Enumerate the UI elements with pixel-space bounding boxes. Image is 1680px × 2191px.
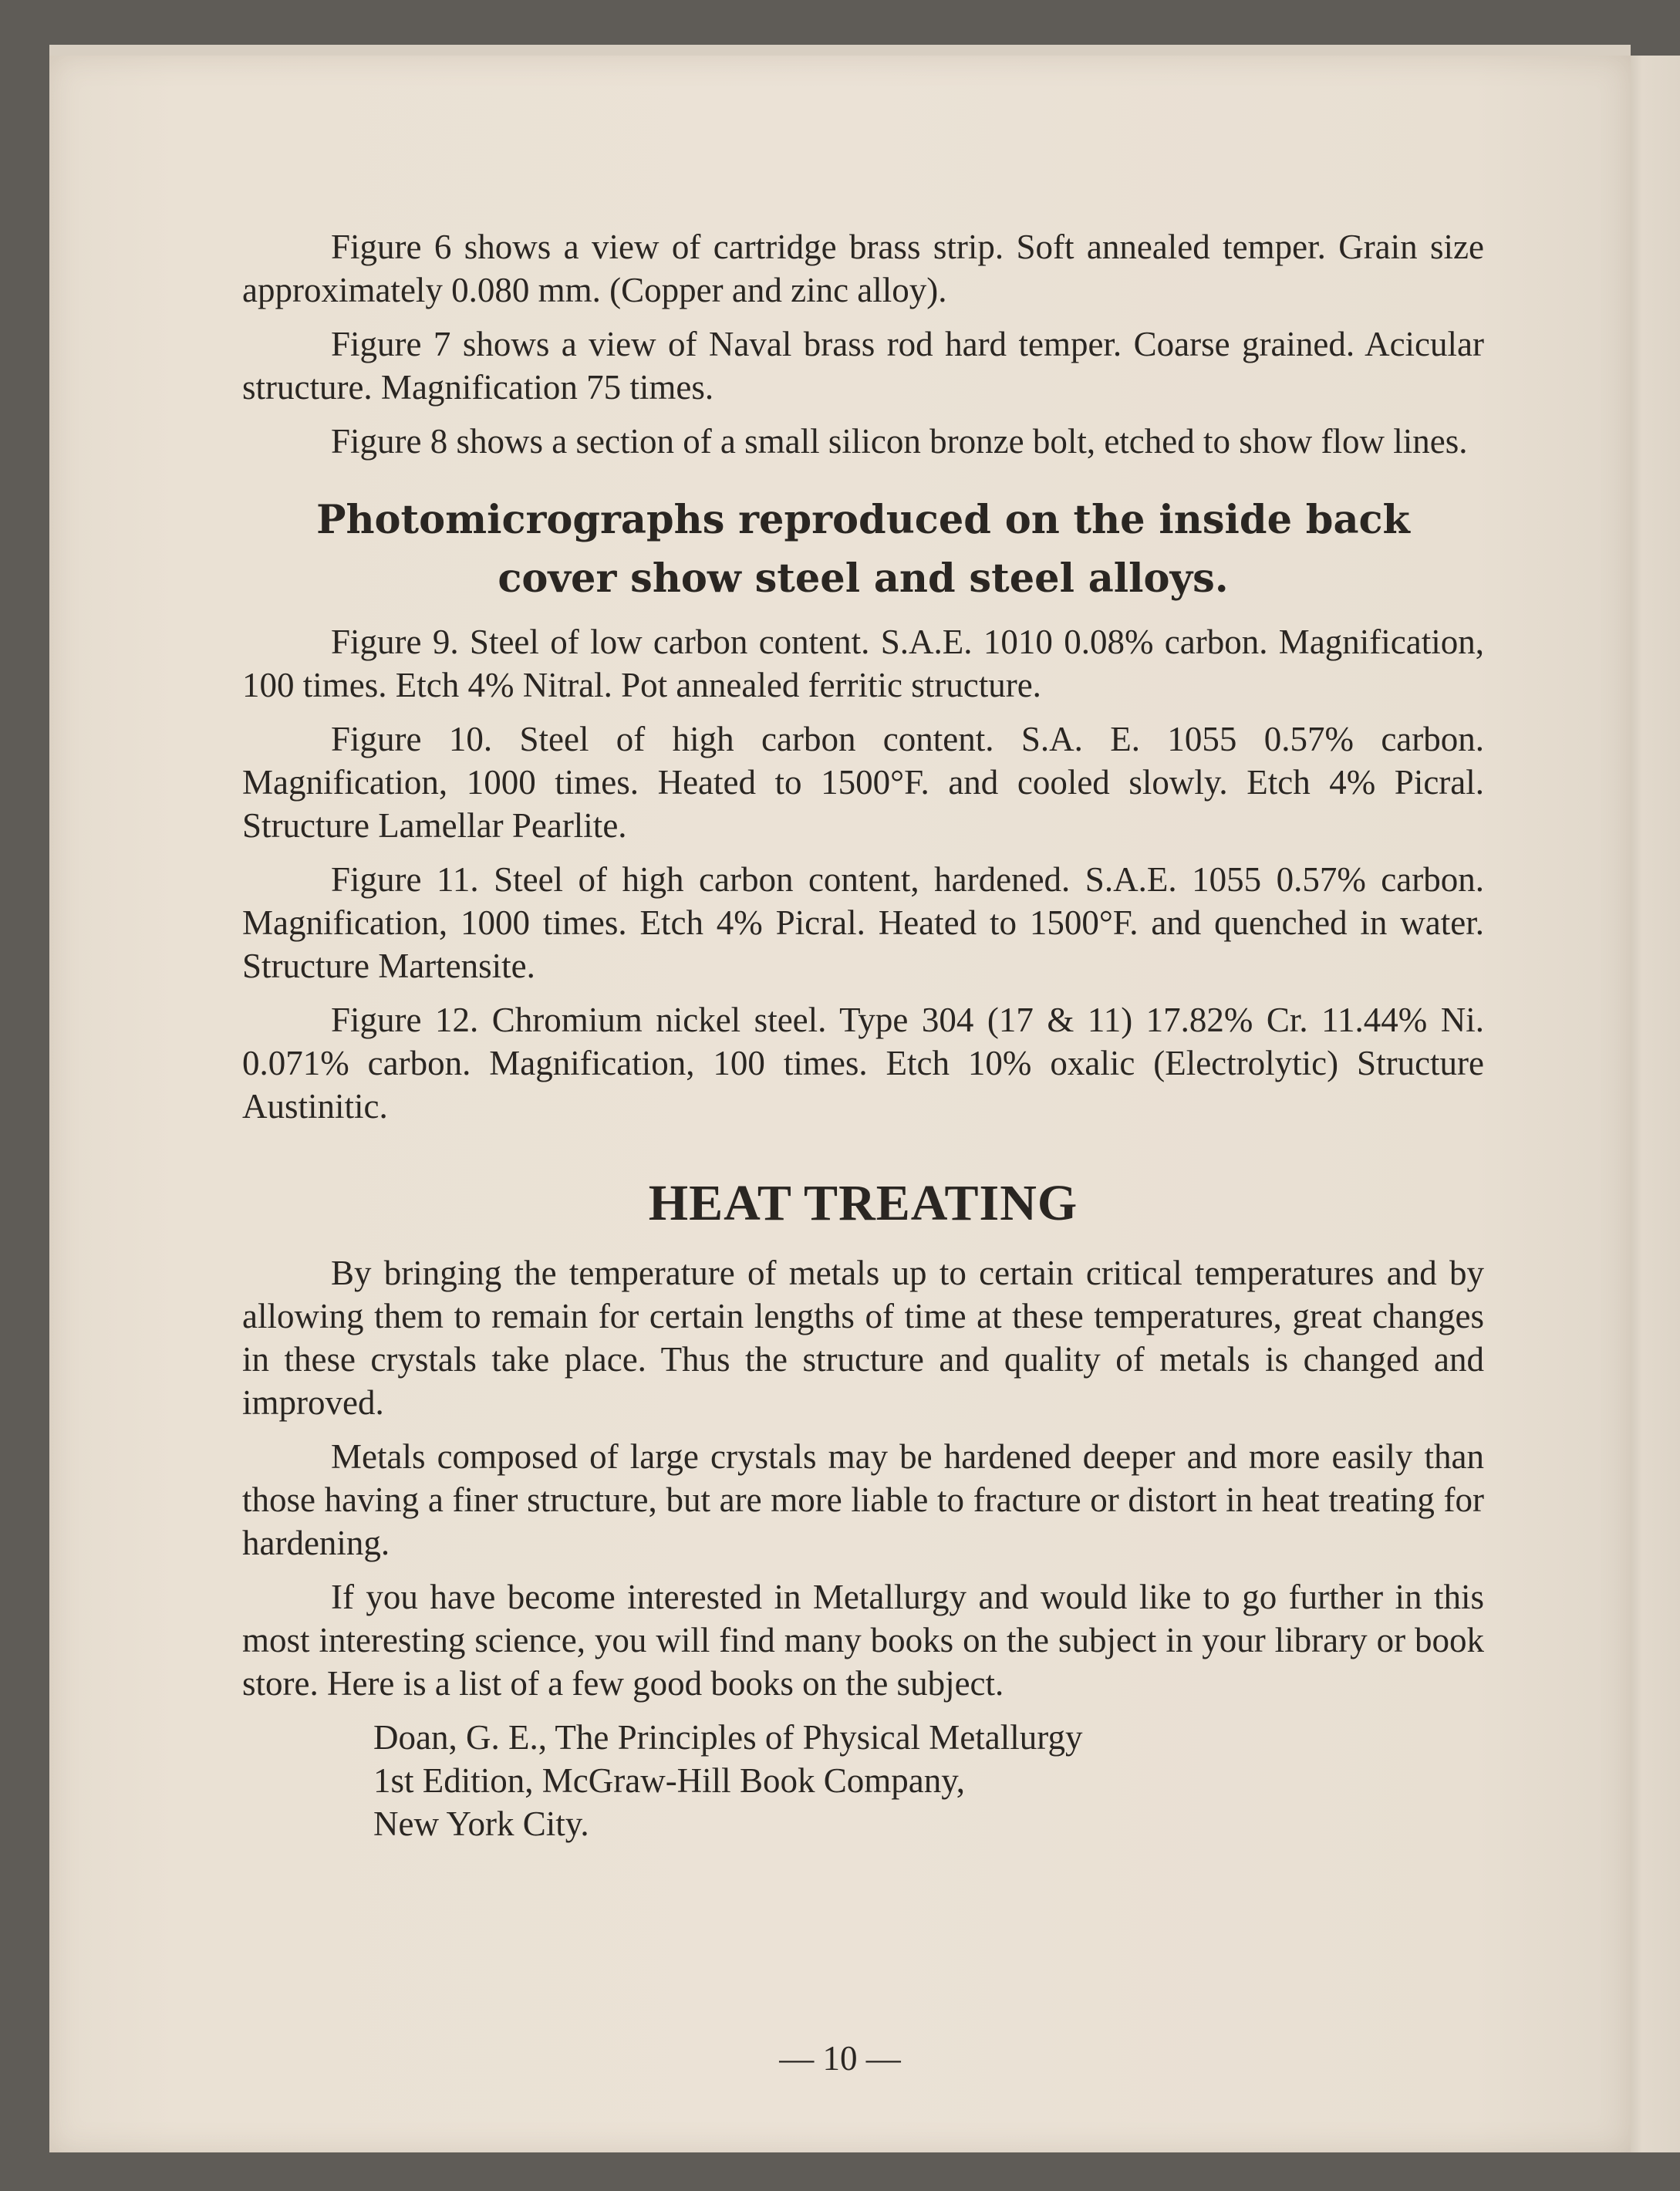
page-content [242, 225, 1484, 1845]
figure-12-paragraph: Figure 12. Chromium nickel steel. Type 304 (17 & 11) 17.82% Cr. 11.44% Ni. 0.071% carbon. Magnification, 100 times. Etch 10% oxalic (Electrolytic) Structure Austinitic. [242, 1001, 1484, 1126]
figure-6-paragraph: Figure 6 shows a view of cartridge brass strip. Soft annealed temper. Grain size approximately 0.080 mm. (Copper and zinc alloy). [242, 228, 1484, 309]
next-page-edge [1626, 56, 1680, 2152]
booklet-page [49, 56, 1631, 2152]
figure-11-paragraph: Figure 11. Steel of high carbon content, hardened. S.A.E. 1055 0.57% carbon. Magnification, 1000 times. Etch 4% Picral. Heated to 1500°F. and quenched in water. Structure Martensite. [242, 860, 1484, 985]
book-reference-line: 1st Edition, McGraw-Hill Book Company, [373, 1761, 966, 1800]
heat-treating-paragraph-2: Metals composed of large crystals may be hardened deeper and more easily than those having a finer structure, but are more liable to fracture or distort in heat treating for hardening. [242, 1437, 1484, 1562]
figure-9-paragraph: Figure 9. Steel of low carbon content. S.A.E. 1010 0.08% carbon. Magnification, 100 times. Etch 4% Nitral. Pot annealed ferritic structure. [242, 623, 1484, 704]
figure-8-paragraph: Figure 8 shows a section of a small silicon bronze bolt, etched to show flow lines. [331, 422, 1468, 461]
book-reference [373, 1716, 1484, 1845]
heat-treating-paragraph-3: If you have become interested in Metallurgy and would like to go further in this most interesting science, you will find many books on the subject in your library or book store. Here is a list of a few good books on the subject. [242, 1578, 1484, 1703]
photomicrographs-subheading: Photomicrographs reproduced on the inside back cover show steel and steel alloys. [316, 497, 1410, 602]
book-reference-line: New York City. [373, 1804, 589, 1843]
heat-treating-paragraph-1: By bringing the temperature of metals up to certain critical temperatures and by allowing them to remain for certain lengths of time at these temperatures, great changes in these crystals take place. Thus the structure and quality of metals is changed and improved. [242, 1254, 1484, 1422]
figure-7-paragraph: Figure 7 shows a view of Naval brass rod hard temper. Coarse grained. Acicular structure. Magnification 75 times. [242, 325, 1484, 407]
figure-10-paragraph: Figure 10. Steel of high carbon content. S.A. E. 1055 0.57% carbon. Magnification, 1000 times. Heated to 1500°F. and cooled slowly. Etch 4% Picral. Structure Lamellar Pearlite. [242, 720, 1484, 845]
page-number: — 10 — [779, 2039, 901, 2078]
book-reference-line: Doan, G. E., The Principles of Physical Metallurgy [373, 1718, 1083, 1757]
heat-treating-heading: HEAT TREATING [648, 1175, 1078, 1231]
